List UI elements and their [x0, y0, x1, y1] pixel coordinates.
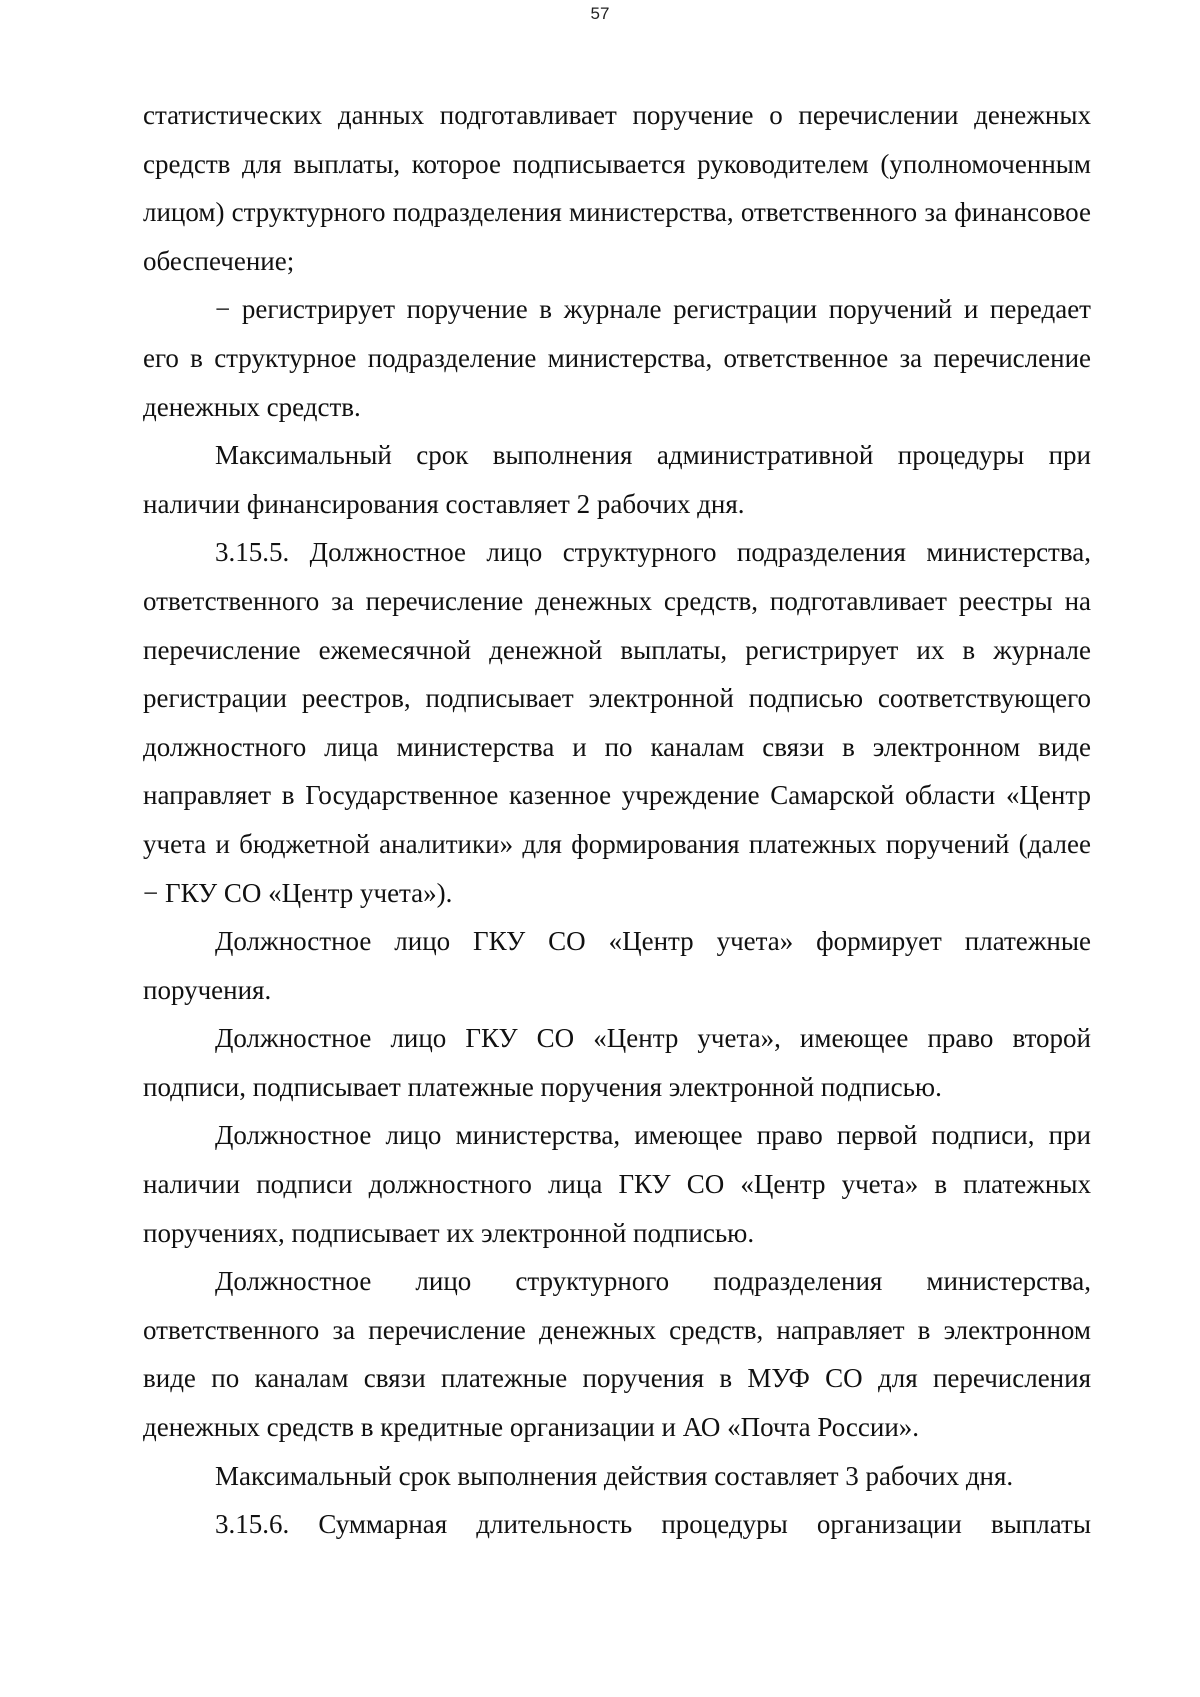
paragraph-3-15-5: 3.15.5. Должностное лицо структурного подразделения министерства, ответственного за перечисление денежных средств, подготавливает реестры на перечисление ежемесячной денежной выплаты, регистрирует их в журнале регистрации реестров, подписывает электронной подписью соответствующего должностного лица министерства и по каналам связи в электронном виде направляет в Государственное казенное учреждение Самарской области «Центр учета и бюджетной аналитики» для формирования платежных поручений (далее − ГКУ СО «Центр учета»). [143, 537, 1091, 908]
paragraph-center-forms: Должностное лицо ГКУ СО «Центр учета» формирует платежные поручения. [143, 926, 1091, 1005]
paragraph-max-term-action: Максимальный срок выполнения действия составляет 3 рабочих дня. [215, 1460, 1014, 1491]
paragraph-continuation: статистических данных подготавливает поручение о перечислении денежных средств для выплаты, которое подписывается руководителем (уполномоченным лицом) структурного подразделения министерства, ответственного за финансовое обеспечение; [143, 100, 1091, 276]
document-body [143, 91, 1091, 1549]
page-number: 57 [590, 4, 610, 23]
paragraph-second-signature: Должностное лицо ГКУ СО «Центр учета», имеющее право второй подписи, подписывает платежные поручения электронной подписью. [143, 1023, 1091, 1102]
paragraph-send-orders: Должностное лицо структурного подразделения министерства, ответственного за перечисление денежных средств, направляет в электронном виде по каналам связи платежные поручения в МУФ СО для перечисления денежных средств в кредитные организации и АО «Почта России». [143, 1266, 1091, 1443]
paragraph-first-signature: Должностное лицо министерства, имеющее право первой подписи, при наличии подписи должностного лица ГКУ СО «Центр учета» в платежных поручениях, подписывает их электронной подписью. [143, 1120, 1091, 1248]
paragraph-3-15-6: 3.15.6. Суммарная длительность процедуры организации выплаты [215, 1509, 1091, 1540]
paragraph-max-term: Максимальный срок выполнения административной процедуры при наличии финансирования составляет 2 рабочих дня. [143, 440, 1091, 519]
paragraph-list-item: − регистрирует поручение в журнале регистрации поручений и передает его в структурное подразделение министерства, ответственное за перечисление денежных средств. [143, 294, 1091, 422]
